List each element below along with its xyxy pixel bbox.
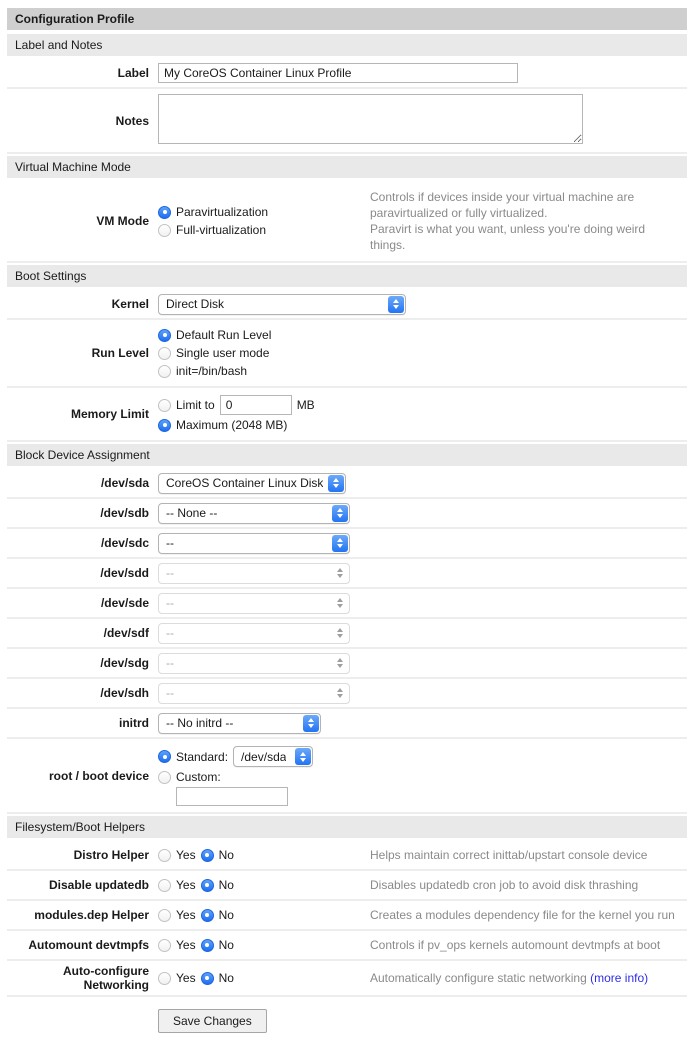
yes-label: Yes [176, 971, 196, 985]
radio-yes-icon[interactable] [158, 849, 171, 862]
dev-sdg-select: -- [158, 653, 350, 674]
dev-sde-select: -- [158, 593, 350, 614]
no-label: No [218, 878, 234, 892]
vm-mode-option-paravirtualization[interactable] [158, 203, 362, 221]
root-custom-label: Custom: [176, 770, 221, 784]
notes-textarea[interactable] [158, 94, 583, 144]
radio-unselected-icon[interactable] [158, 224, 171, 237]
radio-yes-icon[interactable] [158, 879, 171, 892]
dev-sdh-select: -- [158, 683, 350, 704]
yes-label: Yes [176, 848, 196, 862]
dev-sda-label: /dev/sda [100, 476, 149, 490]
memory-limit-input[interactable] [220, 395, 292, 415]
select-stepper-icon [388, 296, 404, 313]
run-level-option-init-bash[interactable] [158, 362, 687, 380]
initrd-row [7, 709, 687, 739]
dev-sde-row [7, 589, 687, 619]
yes-label: Yes [176, 908, 196, 922]
run-level-default-label: Default Run Level [176, 328, 272, 342]
select-stepper-icon [332, 655, 348, 672]
vm-mode-label: VM Mode [96, 214, 149, 228]
select-stepper-icon [332, 625, 348, 642]
no-label: No [218, 938, 234, 952]
run-level-init-label: init=/bin/bash [176, 364, 248, 378]
memory-limit-label: Memory Limit [70, 407, 149, 421]
run-level-single-label: Single user mode [176, 346, 270, 360]
memory-limit-option-maximum[interactable] [158, 416, 687, 434]
radio-selected-icon[interactable] [158, 419, 171, 432]
modules-dep-helper-label: modules.dep Helper [34, 908, 149, 922]
modules-dep-helper-help: Creates a modules dependency file for the kernel you run [370, 908, 675, 922]
section-filesystem-boot-helpers: Filesystem/Boot Helpers [7, 816, 687, 838]
vm-mode-option-full-virtualization[interactable] [158, 221, 362, 239]
memory-limit-option-limit[interactable] [158, 394, 687, 416]
memory-limit-row [7, 388, 687, 442]
radio-no-icon[interactable] [201, 849, 214, 862]
select-stepper-icon [332, 535, 348, 552]
initrd-label: initrd [119, 716, 149, 730]
auto-configure-networking-label: Auto-configure Networking [63, 964, 149, 992]
dev-sdc-select[interactable]: -- [158, 533, 350, 554]
dev-sdd-row [7, 559, 687, 589]
kernel-select[interactable] [158, 294, 406, 315]
dev-sdb-row [7, 499, 687, 529]
dev-sdf-select: -- [158, 623, 350, 644]
radio-selected-icon[interactable] [158, 329, 171, 342]
radio-no-icon[interactable] [201, 972, 214, 985]
automount-devtmpfs-row [7, 931, 687, 961]
root-custom-input[interactable] [176, 787, 288, 806]
root-boot-option-custom[interactable] [158, 768, 687, 786]
more-info-link[interactable]: (more info) [590, 971, 649, 985]
vm-mode-paravirt-label: Paravirtualization [176, 205, 269, 219]
no-label: No [218, 848, 234, 862]
label-input[interactable] [158, 63, 518, 83]
radio-selected-icon[interactable] [158, 750, 171, 763]
distro-helper-row [7, 841, 687, 871]
disable-updatedb-help: Disables updatedb cron job to avoid disk thrashing [370, 878, 639, 892]
radio-unselected-icon[interactable] [158, 399, 171, 412]
dev-sde-label: /dev/sde [100, 596, 149, 610]
run-level-label: Run Level [91, 346, 149, 360]
disable-updatedb-label: Disable updatedb [48, 878, 149, 892]
select-stepper-icon [332, 505, 348, 522]
vm-mode-fullvirt-label: Full-virtualization [176, 223, 267, 237]
radio-yes-icon[interactable] [158, 909, 171, 922]
dev-sdd-label: /dev/sdd [100, 566, 149, 580]
radio-no-icon[interactable] [201, 939, 214, 952]
select-stepper-icon [332, 685, 348, 702]
radio-selected-icon[interactable] [158, 206, 171, 219]
kernel-row [7, 290, 687, 320]
run-level-option-single-user[interactable] [158, 344, 687, 362]
dev-sdg-label: /dev/sdg [100, 656, 149, 670]
radio-unselected-icon[interactable] [158, 347, 171, 360]
dev-sdc-row [7, 529, 687, 559]
radio-no-icon[interactable] [201, 909, 214, 922]
section-virtual-machine-mode: Virtual Machine Mode [7, 156, 687, 178]
dev-sdf-label: /dev/sdf [103, 626, 149, 640]
auto-configure-networking-row [7, 961, 687, 997]
radio-unselected-icon[interactable] [158, 365, 171, 378]
dev-sdf-row [7, 619, 687, 649]
label-field-label: Label [117, 66, 149, 80]
modules-dep-helper-row [7, 901, 687, 931]
vm-mode-row [7, 181, 687, 263]
root-boot-device-label: root / boot device [48, 768, 149, 783]
automount-devtmpfs-label: Automount devtmpfs [28, 938, 149, 952]
dev-sdb-select[interactable]: -- None -- [158, 503, 350, 524]
yes-label: Yes [176, 878, 196, 892]
vm-mode-help-text: Controls if devices inside your virtual machine are paravirtualized or fully virtualized. Paravirt is what you want, unless you're doing weird things. [370, 190, 646, 252]
select-stepper-icon [295, 748, 311, 765]
yes-label: Yes [176, 938, 196, 952]
kernel-select-value: Direct Disk [166, 297, 225, 311]
select-stepper-icon [303, 715, 319, 732]
memory-limit-to-label: Limit to [176, 398, 215, 412]
select-stepper-icon [332, 565, 348, 582]
radio-no-icon[interactable] [201, 879, 214, 892]
root-standard-label: Standard: [176, 749, 229, 764]
section-label-and-notes: Label and Notes [7, 34, 687, 56]
notes-row [7, 89, 687, 154]
section-boot-settings: Boot Settings [7, 265, 687, 287]
disable-updatedb-row [7, 871, 687, 901]
dev-sdh-label: /dev/sdh [100, 686, 149, 700]
distro-helper-label: Distro Helper [73, 848, 149, 862]
notes-field-label: Notes [115, 113, 149, 128]
kernel-label: Kernel [111, 297, 149, 311]
dev-sdh-row [7, 679, 687, 709]
dev-sda-row [7, 469, 687, 499]
auto-configure-networking-help: Automatically configure static networking (more info) [370, 971, 649, 985]
distro-helper-help: Helps maintain correct inittab/upstart console device [370, 848, 648, 862]
dev-sdc-label: /dev/sdc [100, 536, 149, 550]
dev-sdd-select: -- [158, 563, 350, 584]
page-title: Configuration Profile [7, 8, 687, 30]
dev-sda-select[interactable]: CoreOS Container Linux Disk [158, 473, 346, 494]
select-stepper-icon [332, 595, 348, 612]
radio-yes-icon[interactable] [158, 972, 171, 985]
memory-maximum-label: Maximum (2048 MB) [176, 418, 288, 432]
automount-devtmpfs-help: Controls if pv_ops kernels automount devtmpfs at boot [370, 938, 661, 952]
no-label: No [218, 908, 234, 922]
select-stepper-icon [328, 475, 344, 492]
radio-unselected-icon[interactable] [158, 771, 171, 784]
dev-sdg-row [7, 649, 687, 679]
root-standard-select[interactable]: /dev/sda [233, 746, 313, 767]
run-level-option-default[interactable] [158, 326, 687, 344]
root-boot-device-row [7, 739, 687, 814]
dev-sdb-label: /dev/sdb [100, 506, 149, 520]
root-boot-option-standard[interactable] [158, 745, 687, 768]
section-block-device-assignment: Block Device Assignment [7, 444, 687, 466]
no-label: No [218, 971, 234, 985]
run-level-row [7, 320, 687, 388]
initrd-select[interactable]: -- No initrd -- [158, 713, 321, 734]
radio-yes-icon[interactable] [158, 939, 171, 952]
label-row [7, 59, 687, 89]
save-changes-button[interactable]: Save Changes [158, 1009, 267, 1033]
memory-unit-label: MB [296, 398, 315, 412]
